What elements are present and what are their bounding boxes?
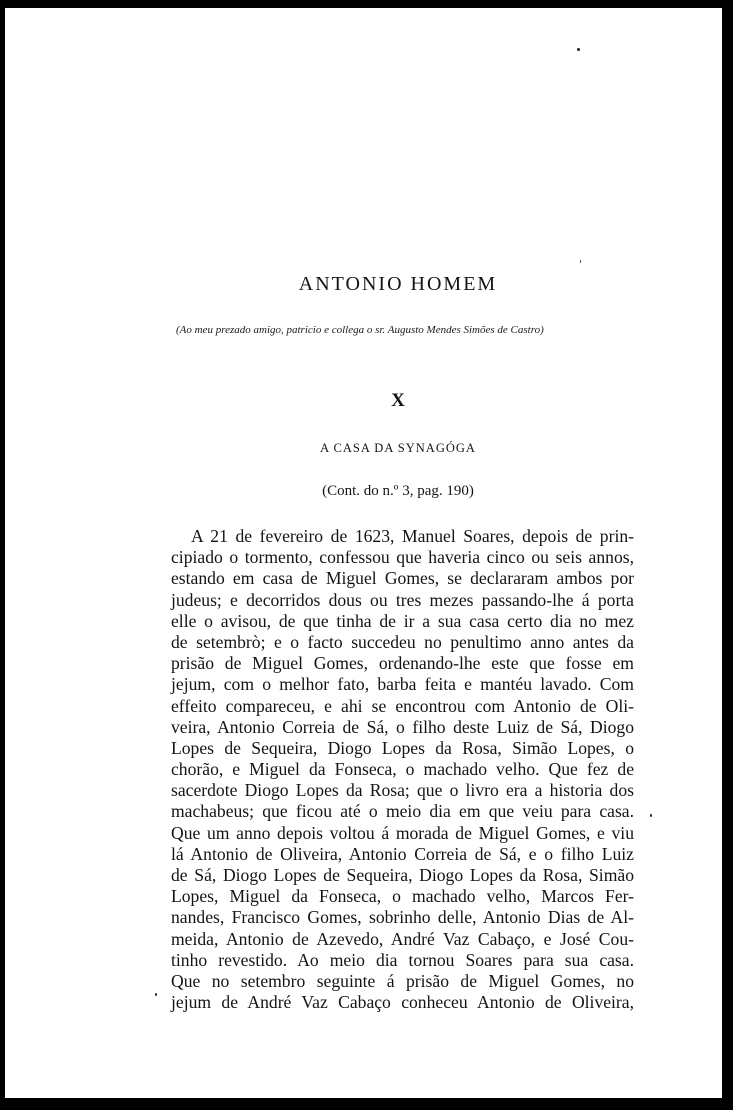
scan-speck <box>155 993 157 996</box>
body-line: cipiado o tormento, confessou que haveria cinco ou seis annos, <box>171 547 634 568</box>
body-line: prisão de Miguel Gomes, ordenando-lhe este que fosse em <box>171 653 634 674</box>
body-paragraph <box>171 526 634 1013</box>
chapter-number: X <box>391 390 405 411</box>
body-line: Que um anno depois voltou á morada de Miguel Gomes, e viu <box>171 822 634 843</box>
body-line: judeus; e decorridos dous ou tres mezes passando-lhe á porta <box>171 589 634 610</box>
body-line: estando em casa de Miguel Gomes, se declararam ambos por <box>171 568 634 589</box>
body-line: de setembrò; e o facto succedeu no penultimo anno antes da <box>171 631 634 652</box>
scan-speck <box>650 814 652 817</box>
scan-speck <box>580 260 581 263</box>
continuation-note: (Cont. do n.º 3, pag. 190) <box>322 483 474 499</box>
scan-speck <box>577 48 580 51</box>
body-line: Que no setembro seguinte á prisão de Miguel Gomes, no <box>171 970 634 991</box>
body-line: Lopes, Miguel da Fonseca, o machado velho, Marcos Fer- <box>171 886 634 907</box>
document-page <box>5 8 722 1098</box>
chapter-title: A CASA DA SYNAGÓGA <box>320 441 476 455</box>
body-line: jejum de André Vaz Cabaço conheceu Antonio de Oliveira, <box>171 992 634 1013</box>
body-line: tinho revestido. Ao meio dia tornou Soares para sua casa. <box>171 949 634 970</box>
body-line: veira, Antonio Correia de Sá, o filho deste Luiz de Sá, Diogo <box>171 716 634 737</box>
body-line: lá Antonio de Oliveira, Antonio Correia de Sá, e o filho Luiz <box>171 843 634 864</box>
body-line: nandes, Francisco Gomes, sobrinho delle, Antonio Dias de Al- <box>171 907 634 928</box>
body-line: jejum, com o melhor fato, barba feita e mantéu lavado. Com <box>171 674 634 695</box>
article-title: ANTONIO HOMEM <box>298 273 498 295</box>
body-line: sacerdote Diogo Lopes da Rosa; que o livro era a historia dos <box>171 780 634 801</box>
body-line: elle o avisou, de que tinha de ir a sua casa certo dia no mez <box>171 610 634 631</box>
body-line: effeito compareceu, e ahi se encontrou com Antonio de Oli- <box>171 695 634 716</box>
body-line: de Sá, Diogo Lopes de Sequeira, Diogo Lopes da Rosa, Simão <box>171 865 634 885</box>
dedication: (Ao meu prezado amigo, patricio e collega o sr. Augusto Mendes Simões de Castro) <box>176 324 544 336</box>
body-line: machabeus; que ficou até o meio dia em que veiu para casa. <box>171 801 634 822</box>
body-line: A 21 de fevereiro de 1623, Manuel Soares, depois de prin- <box>191 526 634 546</box>
body-line: chorão, e Miguel da Fonseca, o machado velho. Que fez de <box>171 759 634 780</box>
body-line: meida, Antonio de Azevedo, André Vaz Cabaço, e José Cou- <box>171 928 634 949</box>
body-line: Lopes de Sequeira, Diogo Lopes da Rosa, Simão Lopes, o <box>171 737 634 758</box>
